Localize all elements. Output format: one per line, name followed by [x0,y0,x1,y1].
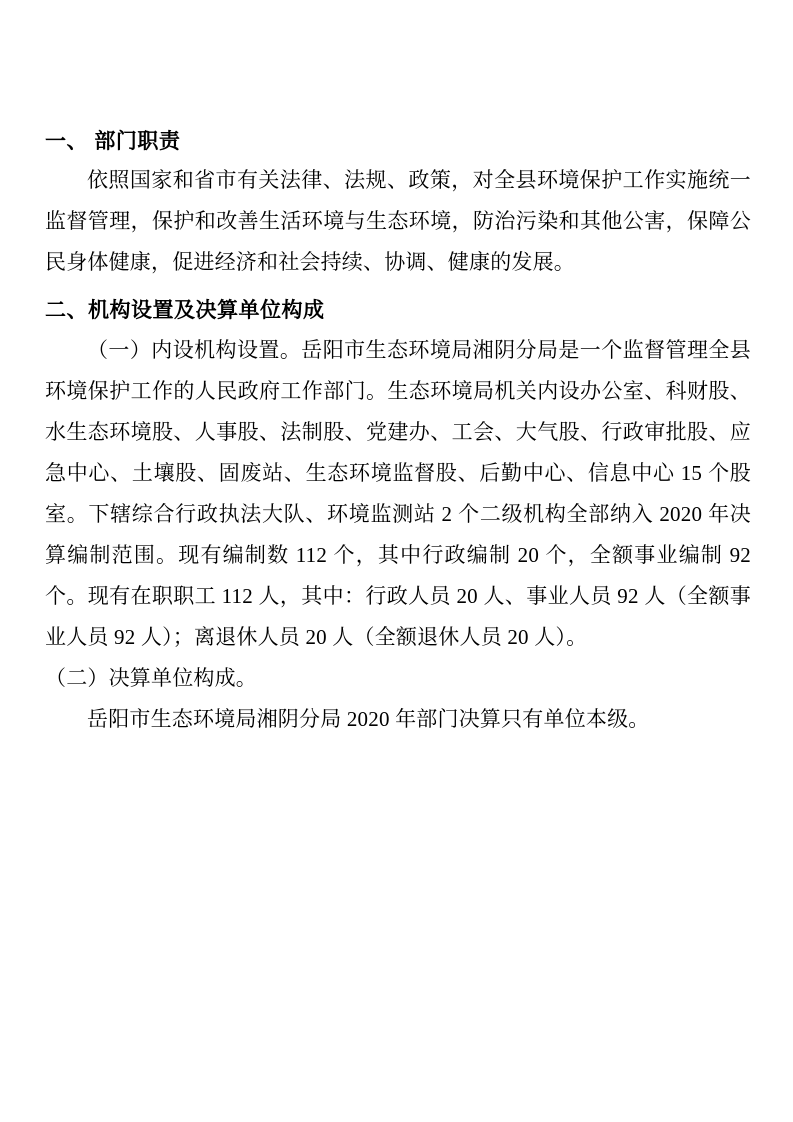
section-organization-structure [45,297,751,739]
section-heading-organization-structure: 二、机构设置及决算单位构成 [45,299,325,323]
document-body [45,128,751,742]
subsection-title-final-account-units: （二）决算单位构成。 [45,665,257,690]
section-heading-department-duties: 一、 部门职责 [45,130,181,153]
paragraph-internal-organization: （一）内设机构设置。岳阳市生态环境局湘阴分局是一个监督管理全县环境保护工作的人民政府工作部门。生态环境局机关内设办公室、科财股、水生态环境股、人事股、法制股、党建办、工会、大气股、行政审批股、应急中心、土壤股、固废站、生态环境监督股、后勤中心、信息中心 15 个股室。下辖综合行政执法大队、环境监测站 2 个二级机构全部纳入 2020 年决算编制范围。现有编制数 112 个，其中行政编制 20 个，全额事业编制 92 个。现有在职职工 112 人，其中：行政人员 20 人、事业人员 92 人（全额事业人员 92 人）；离退休人员 20 人（全额退休人员 20 人）。 [45,337,751,649]
paragraph-final-account-units: 岳阳市生态环境局湘阴分局 2020 年部门决算只有单位本级。 [87,706,650,731]
paragraph-department-duties: 依照国家和省市有关法律、法规、政策，对全县环境保护工作实施统一监督管理，保护和改善生活环境与生态环境，防治污染和其他公害，保障公民身体健康，促进经济和社会持续、协调、健康的发展。 [45,168,751,275]
section-department-duties [45,128,751,283]
